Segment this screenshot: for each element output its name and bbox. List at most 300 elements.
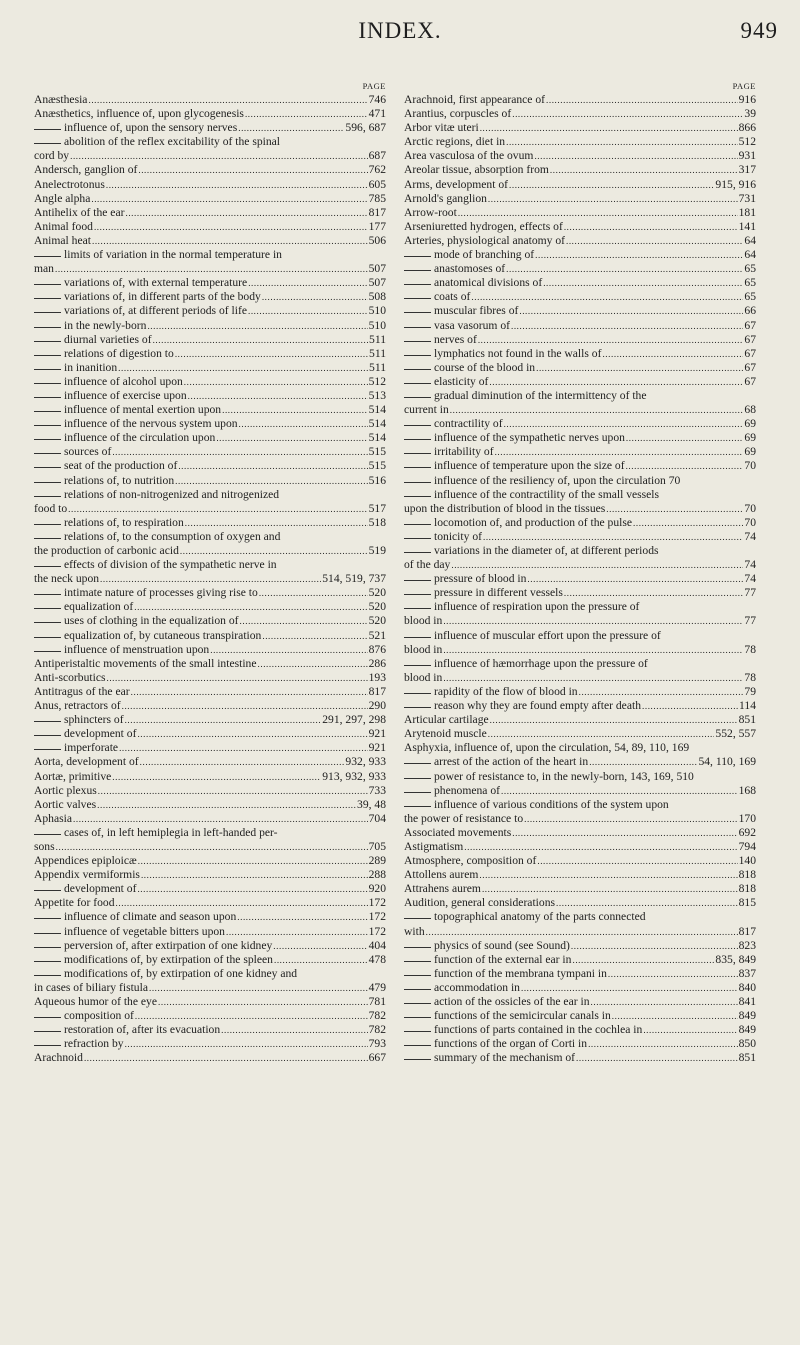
entry-term: Aortic valves	[34, 797, 97, 811]
index-entry	[34, 755, 386, 769]
leader-dots	[137, 882, 367, 896]
entry-page-ref: 170	[738, 811, 756, 825]
index-entry	[34, 192, 386, 206]
entry-term: variations of, with external temperature	[64, 276, 248, 290]
entry-term: cord by	[34, 149, 70, 163]
index-continuation-line: modifications of, by extirpation of one kidney and	[34, 967, 386, 981]
entry-term: Arteries, physiological anatomy of	[404, 233, 565, 247]
entry-page-ref: 66	[744, 304, 756, 318]
entry-page-ref: 508	[368, 290, 386, 304]
entry-term: Appendix vermiformis	[34, 868, 140, 882]
index-entry	[34, 234, 386, 248]
index-entry	[404, 741, 756, 755]
entry-page-ref: 794	[738, 839, 756, 853]
leader-dots	[153, 333, 368, 347]
entry-term: Anæsthetics, influence of, upon glycogenesis	[34, 107, 244, 121]
entry-term: course of the blood in	[434, 360, 536, 374]
entry-term: Associated movements	[404, 825, 512, 839]
leader-dots	[259, 586, 368, 600]
entry-page-ref: 507	[368, 262, 386, 276]
index-subentry	[34, 375, 386, 389]
entry-page-ref: 404	[368, 938, 386, 952]
leader-dots	[68, 502, 367, 516]
index-continuation-line: influence of respiration upon the pressure of	[404, 600, 756, 614]
index-subentry	[404, 939, 756, 953]
entry-page-ref: 692	[738, 825, 756, 839]
leader-dots	[240, 614, 368, 628]
index-subentry	[404, 431, 756, 445]
entry-page-ref: 77	[744, 586, 756, 600]
index-subentry	[34, 319, 386, 333]
entry-page-ref: 746	[368, 93, 386, 106]
entry-page-ref: 64	[744, 248, 756, 262]
entry-term: Animal food	[34, 219, 93, 233]
entry-page-ref: 851	[738, 1051, 756, 1065]
index-subentry	[34, 727, 386, 741]
index-entry	[404, 882, 756, 896]
entry-term: influence of temperature upon the size of	[434, 459, 625, 473]
index-subentry	[404, 417, 756, 431]
index-subentry	[34, 1009, 386, 1023]
entry-page-ref: 67	[744, 374, 756, 388]
index-entry	[34, 149, 386, 163]
index-subentry	[404, 290, 756, 304]
entry-page-ref: 193	[368, 670, 386, 684]
entry-page-ref: 521	[368, 628, 386, 642]
leader-dots	[443, 671, 743, 685]
leader-dots	[238, 121, 344, 135]
entry-page-ref: 514	[368, 403, 386, 417]
entry-term: sources of	[64, 445, 112, 459]
entry-page-ref: 168	[738, 783, 756, 797]
entry-term: pressure of blood in	[434, 572, 527, 586]
index-subentry	[404, 995, 756, 1009]
leader-dots	[589, 755, 697, 769]
entry-term: the power of resistance to	[404, 811, 524, 825]
entry-term: functions of parts contained in the cochlea in	[434, 1023, 643, 1037]
entry-page-ref: 667	[368, 1051, 386, 1065]
entry-term: summary of the mechanism of	[434, 1051, 576, 1065]
entry-page-ref: 511	[369, 346, 386, 360]
entry-term: variations of, at different periods of life	[64, 304, 247, 318]
index-subentry	[34, 741, 386, 755]
entry-page-ref: 181	[738, 205, 756, 219]
entry-term: modifications of, by extirpation of the spleen	[64, 952, 273, 966]
leader-dots	[222, 403, 368, 417]
leader-dots	[471, 290, 743, 304]
leader-dots	[273, 939, 367, 953]
entry-term: action of the ossicles of the ear in	[434, 995, 590, 1008]
entry-page-ref: 762	[368, 163, 386, 177]
entry-page-ref: 705	[368, 839, 386, 853]
entry-page-ref: 851	[738, 713, 756, 727]
leader-dots	[216, 431, 367, 445]
index-subentry	[34, 474, 386, 488]
entry-term: influence of exercise upon	[64, 388, 187, 402]
entry-term: Arseniuretted hydrogen, effects of	[404, 219, 563, 233]
leader-dots	[118, 361, 368, 375]
index-entry	[34, 220, 386, 234]
entry-page-ref: 69	[744, 417, 756, 431]
leader-dots	[482, 882, 738, 896]
entry-term: influence of mental exertion upon	[64, 403, 222, 417]
index-subentry	[34, 643, 386, 657]
entry-term: anastomoses of	[434, 262, 506, 276]
entry-term: in inanition	[64, 360, 118, 374]
leader-dots	[100, 572, 321, 586]
entry-term: Arctic regions, diet in	[404, 135, 506, 149]
entry-term: locomotion of, and production of the pulse	[434, 515, 633, 529]
entry-page-ref: 605	[368, 177, 386, 191]
entry-term: functions of the semicircular canals in	[434, 1009, 611, 1023]
index-continuation-line: relations of, to the consumption of oxygen and	[34, 530, 386, 544]
entry-page-ref: 290	[368, 699, 386, 713]
entry-page-ref: 921	[368, 727, 386, 741]
index-subentry	[404, 770, 756, 784]
entry-page-ref: 517	[368, 501, 386, 515]
index-subentry	[404, 1023, 756, 1037]
leader-dots	[521, 981, 738, 995]
entry-term: lymphatics not found in the walls of	[434, 346, 602, 360]
entry-term: Astigmatism	[404, 839, 464, 853]
index-entry	[34, 840, 386, 854]
entry-page-ref: 849	[738, 1023, 756, 1037]
entry-page-ref: 817	[368, 205, 386, 219]
entry-term: function of the external ear in	[434, 952, 572, 966]
leader-dots	[125, 1037, 368, 1051]
entry-term: Arms, development of	[404, 177, 508, 191]
index-subentry	[34, 910, 386, 924]
entry-page-ref: 920	[368, 882, 386, 896]
leader-dots	[501, 784, 738, 798]
index-continuation-line: influence of the contractility of the small vessels	[404, 488, 756, 502]
entry-page-ref: 850	[738, 1037, 756, 1051]
index-entry	[404, 502, 756, 516]
entry-term: Anti-scorbutics	[34, 670, 106, 684]
entry-term: Area vasculosa of the ovum	[404, 149, 534, 163]
entry-page-ref: 74	[744, 529, 756, 543]
entry-term: Antiperistaltic movements of the small intestine	[34, 656, 257, 670]
index-subentry	[404, 333, 756, 347]
index-entry	[404, 234, 756, 248]
entry-page-ref: 74	[744, 572, 756, 586]
entry-page-ref: 876	[368, 642, 386, 656]
index-subentry	[404, 967, 756, 981]
leader-dots	[588, 1037, 738, 1051]
entry-term: anatomical divisions of	[434, 276, 543, 290]
leader-dots	[564, 220, 738, 234]
entry-page-ref: 516	[368, 473, 386, 487]
index-continuation-line: cases of, in left hemiplegia in left-handed per-	[34, 826, 386, 840]
entry-term: relations of, to nutrition	[64, 473, 175, 487]
index-entry	[404, 925, 756, 939]
leader-dots	[245, 107, 368, 121]
leader-dots	[626, 459, 744, 473]
index-subentry	[34, 939, 386, 953]
entry-page-ref: 514	[368, 431, 386, 445]
entry-term: blood in	[404, 614, 443, 628]
index-entry	[34, 93, 386, 107]
leader-dots	[92, 234, 368, 248]
entry-page-ref: 510	[368, 318, 386, 332]
entry-term: Appendices epiploicæ	[34, 854, 137, 868]
entry-term: physics of sound (see Sound)	[434, 938, 570, 952]
leader-dots	[535, 248, 743, 262]
index-entry	[34, 163, 386, 177]
index-continuation-line: variations in the diameter of, at different periods	[404, 544, 756, 558]
index-subentry	[404, 572, 756, 586]
entry-term: upon the distribution of blood in the tissues	[404, 501, 606, 515]
entry-term: with	[404, 924, 425, 938]
index-entry	[34, 544, 386, 558]
index-entry	[404, 163, 756, 177]
entry-page-ref: 840	[738, 980, 756, 994]
entry-page-ref: 818	[738, 868, 756, 882]
entry-page-ref: 172	[368, 910, 386, 924]
entry-term: rapidity of the flow of blood in	[434, 684, 578, 698]
entry-page-ref: 478	[368, 952, 386, 966]
index-column-left	[34, 80, 386, 1065]
leader-dots	[642, 699, 738, 713]
index-subentry	[404, 304, 756, 318]
entry-term: sons	[34, 839, 55, 853]
entry-page-ref: 78	[744, 642, 756, 656]
entry-term: restoration of, after its evacuation	[64, 1023, 221, 1037]
index-subentry	[404, 319, 756, 333]
index-entry	[34, 699, 386, 713]
leader-dots	[94, 220, 368, 234]
leader-dots	[88, 93, 367, 107]
entry-term: relations of digestion to	[64, 346, 174, 360]
leader-dots	[511, 319, 743, 333]
leader-dots	[56, 840, 368, 854]
entry-term: accommodation in	[434, 980, 520, 994]
index-subentry	[404, 755, 756, 769]
entry-page-ref: 520	[368, 614, 386, 628]
entry-page-ref: 731	[738, 191, 756, 205]
index-entry	[404, 220, 756, 234]
leader-dots	[125, 206, 367, 220]
index-subentry	[34, 713, 386, 727]
index-entry	[404, 614, 756, 628]
index-entry	[34, 685, 386, 699]
entry-term: Atmosphere, composition of	[404, 854, 537, 868]
leader-dots	[122, 699, 368, 713]
index-subentry	[404, 459, 756, 473]
leader-dots	[97, 798, 356, 812]
page-column-label: PAGE	[362, 81, 386, 91]
entry-term: Anæsthesia	[34, 93, 88, 106]
entry-term: sphincters of	[64, 713, 124, 727]
index-column-right	[404, 80, 756, 1065]
entry-term: irritability of	[434, 445, 494, 459]
index-entry	[404, 206, 756, 220]
index-entry	[34, 995, 386, 1009]
leader-dots	[483, 530, 743, 544]
entry-page-ref: 913, 932, 933	[322, 769, 386, 783]
entry-term: Aphasia	[34, 811, 72, 825]
leader-dots	[536, 361, 743, 375]
leader-dots	[490, 713, 738, 727]
leader-dots	[519, 304, 743, 318]
leader-dots	[131, 685, 368, 699]
entry-term: Aorta, development of	[34, 755, 139, 769]
entry-term: influence of the nervous system upon	[64, 417, 238, 431]
index-subentry	[404, 1009, 756, 1023]
entry-term: intimate nature of processes giving rise to	[64, 586, 258, 600]
leader-dots	[70, 149, 368, 163]
leader-dots	[112, 445, 367, 459]
leader-dots	[643, 1023, 737, 1037]
entry-term: Arachnoid, first appearance of	[404, 93, 545, 106]
index-entry	[34, 657, 386, 671]
leader-dots	[175, 347, 368, 361]
entry-page-ref: 65	[744, 276, 756, 290]
running-header	[0, 18, 800, 58]
leader-dots	[534, 149, 737, 163]
index-subentry	[34, 361, 386, 375]
leader-dots	[464, 840, 737, 854]
index-entry	[404, 727, 756, 741]
index-entry	[34, 812, 386, 826]
entry-page-ref: 177	[368, 219, 386, 233]
index-entry	[34, 868, 386, 882]
index-continuation-line: topographical anatomy of the parts connected	[404, 910, 756, 924]
index-entry	[404, 403, 756, 417]
entry-page-ref: 866	[738, 121, 756, 135]
entry-page-ref: 837	[738, 966, 756, 980]
entry-term: influence of, upon the sensory nerves	[64, 121, 238, 135]
entry-term: Aqueous humor of the eye	[34, 995, 157, 1008]
leader-dots	[262, 629, 367, 643]
leader-dots	[226, 925, 368, 939]
entry-term: man	[34, 262, 54, 276]
leader-dots	[262, 290, 368, 304]
leader-dots	[426, 925, 738, 939]
entry-term: functions of the organ of Corti in	[434, 1037, 588, 1051]
entry-page-ref: 823	[738, 938, 756, 952]
index-entry	[404, 868, 756, 882]
entry-page-ref: 514	[368, 417, 386, 431]
entry-term: Anus, retractors of	[34, 699, 121, 713]
index-entry	[34, 1051, 386, 1065]
leader-dots	[506, 135, 738, 149]
index-entry	[34, 178, 386, 192]
entry-page-ref: 515	[368, 459, 386, 473]
index-continuation-line: gradual diminution of the intermittency of the	[404, 389, 756, 403]
index-subentry	[404, 530, 756, 544]
index-continuation-line: relations of non-nitrogenized and nitrogenized	[34, 488, 386, 502]
leader-dots	[119, 741, 368, 755]
entry-page-ref: 67	[744, 360, 756, 374]
index-entry	[34, 572, 386, 586]
leader-dots	[184, 375, 368, 389]
leader-dots	[137, 727, 367, 741]
leader-dots	[73, 812, 368, 826]
leader-dots	[608, 967, 738, 981]
index-subentry	[34, 304, 386, 318]
entry-page-ref: 931	[738, 149, 756, 163]
leader-dots	[221, 1023, 367, 1037]
entry-term: development of	[64, 727, 137, 741]
entry-page-ref: 479	[368, 980, 386, 994]
entry-term: Arnold's ganglion	[404, 191, 487, 205]
index-entry	[34, 206, 386, 220]
leader-dots	[239, 417, 368, 431]
leader-dots	[134, 600, 367, 614]
leader-dots	[495, 445, 744, 459]
entry-term: Andersch, ganglion of	[34, 163, 138, 177]
entry-term: Articular cartilage	[404, 713, 489, 727]
index-entry	[34, 671, 386, 685]
index-subentry	[404, 981, 756, 995]
index-entry	[404, 713, 756, 727]
entry-term: pressure in different vessels	[434, 586, 563, 600]
entry-term: tonicity of	[434, 529, 482, 543]
index-entry	[404, 192, 756, 206]
leader-dots	[147, 319, 367, 333]
leader-dots	[512, 826, 737, 840]
index-subentry	[34, 290, 386, 304]
entry-page-ref: 79	[744, 684, 756, 698]
entry-term: influence of climate and season upon	[64, 910, 237, 924]
index-subentry	[34, 600, 386, 614]
index-entry	[34, 107, 386, 121]
index-entry	[404, 840, 756, 854]
entry-page-ref: 291, 297, 298	[322, 713, 386, 727]
leader-dots	[550, 163, 738, 177]
entry-term: Anelectrotonus	[34, 177, 105, 191]
entry-term: blood in	[404, 670, 443, 684]
entry-page-ref: 317	[738, 163, 756, 177]
leader-dots	[458, 206, 738, 220]
entry-page-ref: 511	[369, 360, 386, 374]
page-column-label: PAGE	[732, 81, 756, 91]
leader-dots	[543, 276, 743, 290]
leader-dots	[188, 389, 368, 403]
entry-term: in cases of biliary fistula	[34, 980, 148, 994]
leader-dots	[579, 685, 744, 699]
entry-term: Animal heat	[34, 233, 91, 247]
entry-term: Arantius, corpuscles of	[404, 107, 512, 121]
entry-term: refraction by	[64, 1037, 124, 1051]
entry-term: Antihelix of the ear	[34, 205, 125, 219]
index-continuation-line: influence of muscular effort upon the pressure of	[404, 629, 756, 643]
leader-dots	[91, 192, 367, 206]
entry-page-ref: 817	[738, 924, 756, 938]
entry-term: Audition, general considerations	[404, 896, 556, 910]
leader-dots	[135, 1009, 368, 1023]
entry-term: coats of	[434, 290, 471, 304]
entry-page-ref: 785	[368, 191, 386, 205]
page-number: 949	[740, 18, 778, 43]
entry-term: influence of menstruation upon	[64, 642, 210, 656]
entry-term: the neck upon	[34, 572, 100, 586]
index-entry	[404, 643, 756, 657]
entry-page-ref: 518	[368, 515, 386, 529]
entry-page-ref: 733	[368, 783, 386, 797]
entry-term: mode of branching of	[434, 248, 535, 262]
index-entry	[34, 854, 386, 868]
index-subentry	[404, 262, 756, 276]
entry-term: seat of the production of	[64, 459, 178, 473]
index-subentry	[34, 516, 386, 530]
entry-page-ref: 932, 933	[345, 755, 386, 769]
leader-dots	[138, 163, 367, 177]
entry-page-ref: 818	[738, 882, 756, 896]
leader-dots	[175, 474, 367, 488]
leader-dots	[443, 614, 743, 628]
